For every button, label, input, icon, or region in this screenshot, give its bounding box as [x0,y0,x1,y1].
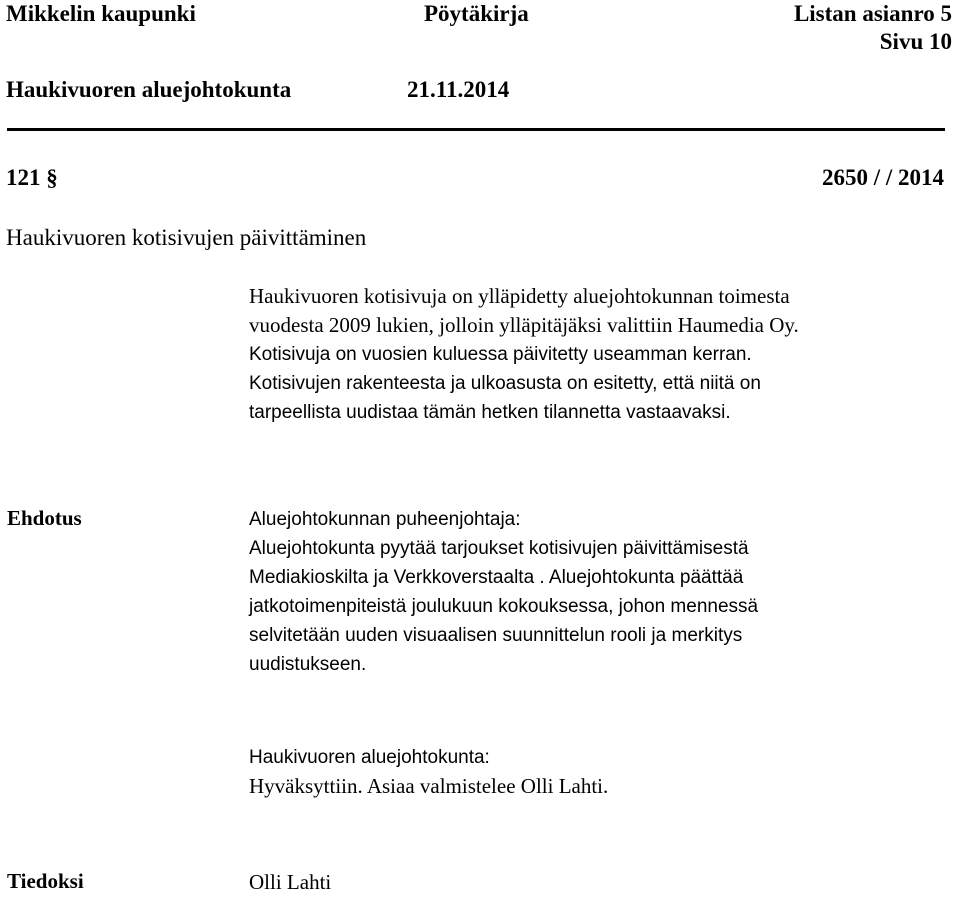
decision-line: Hyväksyttiin. Asiaa valmistelee Olli Lahti. [249,774,609,798]
notice-label: Tiedoksi [7,869,84,893]
proposal-line: uudistukseen. [249,654,367,675]
item-number: Listan asianro 5 [793,1,952,26]
proposal-line: Aluejohtokunnan puheenjohtaja: [249,509,521,530]
section-number: 121 § [6,165,58,190]
section-title: Haukivuoren kotisivujen päivittäminen [6,225,367,250]
background-line: Kotisivujen rakenteesta ja ulkoasusta on esitetty, että niitä on [249,373,761,394]
meeting-date: 21.11.2014 [407,77,510,102]
background-line: Kotisivuja on vuosien kuluessa päivitetty useamman kerran. [249,344,752,365]
header-divider [7,128,945,131]
background-paragraph [249,282,799,427]
proposal-line: selvitetään uuden visuaalisen suunnittelun rooli ja merkitys [249,625,743,646]
notice-recipient [249,868,331,897]
background-line: vuodesta 2009 lukien, jolloin ylläpitäjäksi valittiin Haumedia Oy. [249,313,799,337]
background-line: Haukivuoren kotisivuja on ylläpidetty aluejohtokunnan toimesta [249,284,790,308]
proposal-line: Mediakioskilta ja Verkkoverstaalta . Aluejohtokunta päättää [249,567,744,588]
background-line: tarpeellista uudistaa tämän hetken tilannetta vastaavaksi. [249,402,731,423]
case-id: 2650 / / 2014 [821,165,944,190]
document-type: Pöytäkirja [424,1,529,26]
proposal-line: Aluejohtokunta pyytää tarjoukset kotisivujen päivittämisestä [249,538,749,559]
page-number: Sivu 10 [879,29,952,54]
decision-line: Haukivuoren aluejohtokunta: [249,747,490,768]
proposal-line: jatkotoimenpiteistä joulukuun kokouksessa, johon mennessä [249,596,759,617]
notice-recipient-name: Olli Lahti [249,870,332,894]
municipality-name: Mikkelin kaupunki [6,1,196,26]
committee-name: Haukivuoren aluejohtokunta [6,77,292,102]
decision-paragraph [249,743,608,801]
proposal-label: Ehdotus [7,506,82,530]
proposal-paragraph [249,505,758,679]
